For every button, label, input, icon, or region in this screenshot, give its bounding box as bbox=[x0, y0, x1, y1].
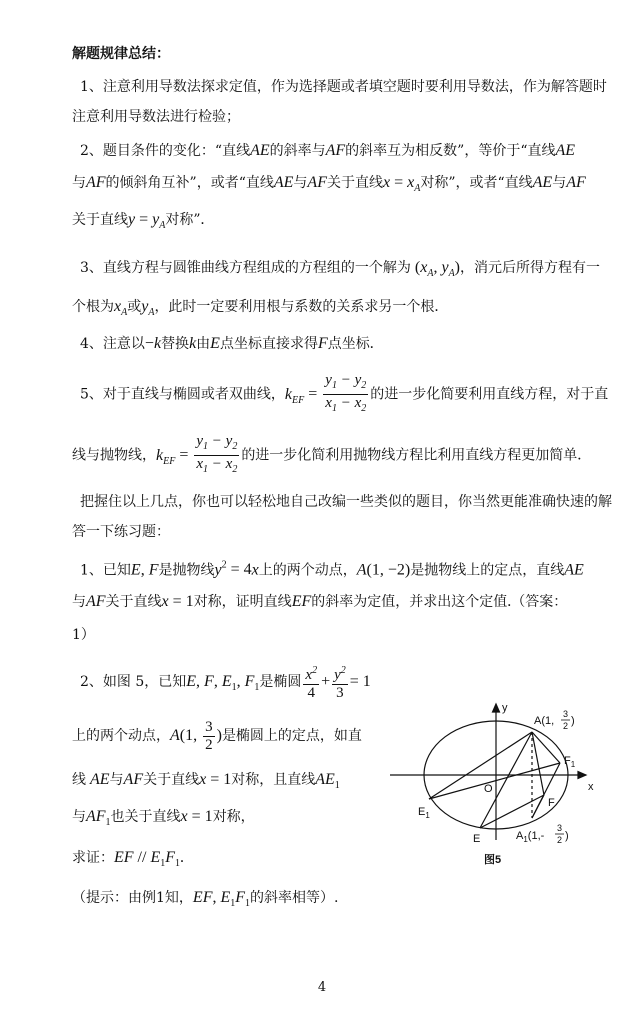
point-e-label: E bbox=[473, 833, 481, 845]
exercise-2-line-3: 线 AE与AF关于直线x = 1对称，且直线$AE_1$ bbox=[72, 771, 340, 792]
point-e1-label: $E_1$ bbox=[418, 806, 430, 820]
point-a-close: ) bbox=[571, 715, 575, 727]
segment-e-a bbox=[480, 732, 532, 828]
x-axis-label: x bbox=[588, 781, 594, 793]
point-a-label: A(1, bbox=[534, 715, 555, 727]
rule-4: 4、注意以−k替换k由E点坐标直接求得F点坐标. bbox=[80, 335, 374, 352]
summary-heading: 解题规律总结： bbox=[72, 46, 170, 62]
segment-e1-a bbox=[429, 732, 532, 799]
exercise-1-line-2: 与AF关于直线x = 1对称，证明直线EF的斜率为定值，并求出这个定值.（答案： bbox=[72, 593, 568, 610]
segment-a-f bbox=[532, 732, 544, 795]
segment-e1-f1 bbox=[429, 763, 560, 799]
rule-5-line-2: 线与抛物线，$k_{EF}$ = $\frac{y_1 - y_2}{x_1 - x_2}$ 的进一步化简利用抛物线方程比利用直线方程更加简单. bbox=[72, 433, 582, 475]
figure-caption: 图5 bbox=[484, 854, 502, 866]
exercise-1-line-3: 1） bbox=[72, 627, 95, 643]
x-axis-arrow-icon bbox=[578, 772, 586, 779]
rule-5-line-1: 5、对于直线与椭圆或者双曲线，$k_{EF}$ = $\frac{y_1 - y_2}{x_1 - x_2}$ 的进一步化简要利用直线方程，对于直 bbox=[80, 372, 609, 414]
rule-2-line-2: 与AF的倾斜角互补”，或者“直线AE与AF关于直线$x = x_A$对称”，或者“直线AE与AF bbox=[72, 174, 586, 195]
exercise-2-line-2: 上的两个动点，A(1, $\frac{3}{2}$ )是椭圆上的定点，如直 bbox=[72, 718, 362, 753]
figure-5-geometry bbox=[390, 704, 586, 840]
rule-1-line-1: 1、注意利用导数法探求定值，作为选择题或者填空题时要利用导数法，作为解答题时 bbox=[80, 79, 607, 95]
exercise-2-hint: （提示：由例1知，EF, $E_1F_1$的斜率相等）. bbox=[72, 889, 339, 910]
intro-line-1: 把握住以上几点，你也可以轻松地自己改编一些类似的题目，你当然更能准确快速的解 bbox=[80, 494, 612, 510]
point-f1-label: $F_1$ bbox=[564, 755, 576, 769]
exercise-2-line-4: 与$AF_1$也关于直线x = 1对称， bbox=[72, 808, 255, 829]
point-a1-frac-num: 3 bbox=[557, 823, 563, 833]
y-axis-label: y bbox=[502, 702, 508, 714]
point-a1-close: ) bbox=[565, 830, 569, 842]
page-number: 4 bbox=[317, 980, 327, 995]
rule-3-line-1: 3、直线方程与圆锥曲线方程组成的方程组的一个解为 ($x_A$, $y_A$)，消元后所得方程有一 bbox=[80, 259, 600, 280]
exercise-1-line-1: 1、已知E, F是抛物线$y^2 = 4x$上的两个动点，A(1, −2)是抛物线上的定点，直线AE bbox=[80, 560, 584, 579]
point-a1-frac-den: 2 bbox=[557, 835, 563, 845]
point-f-label: F bbox=[548, 797, 555, 809]
rule-3-line-2: 个根为$x_A$或$y_A$，此时一定要利用根与系数的关系求另一个根. bbox=[72, 298, 439, 319]
exercise-2-line-1: 2、如图 5，已知E, F, $E_1$, $F_1$是椭圆 $\frac{x^2}{4}$ + $\frac{y^2}{3}$ = 1 bbox=[80, 662, 624, 708]
point-a1-label: $A_1(1,-$ bbox=[516, 830, 545, 844]
origin-label: O bbox=[484, 783, 493, 795]
intro-line-2: 答一下练习题： bbox=[72, 524, 170, 540]
rule-1-line-2: 注意利用导数法进行检验； bbox=[72, 109, 240, 125]
point-a-frac-num: 3 bbox=[563, 709, 569, 719]
figure-5-ellipse-diagram bbox=[388, 700, 623, 870]
rule-2-line-1: 2、题目条件的变化：“直线AE的斜率与AF的斜率互为相反数”，等价于“直线AE bbox=[80, 142, 576, 159]
y-axis-arrow-icon bbox=[493, 704, 500, 712]
point-a-frac-den: 2 bbox=[563, 721, 569, 731]
rule-2-line-3: 关于直线$y = y_A$对称”. bbox=[72, 211, 205, 232]
exercise-2-line-5: 求证：EF // $E_1F_1$. bbox=[72, 849, 184, 870]
